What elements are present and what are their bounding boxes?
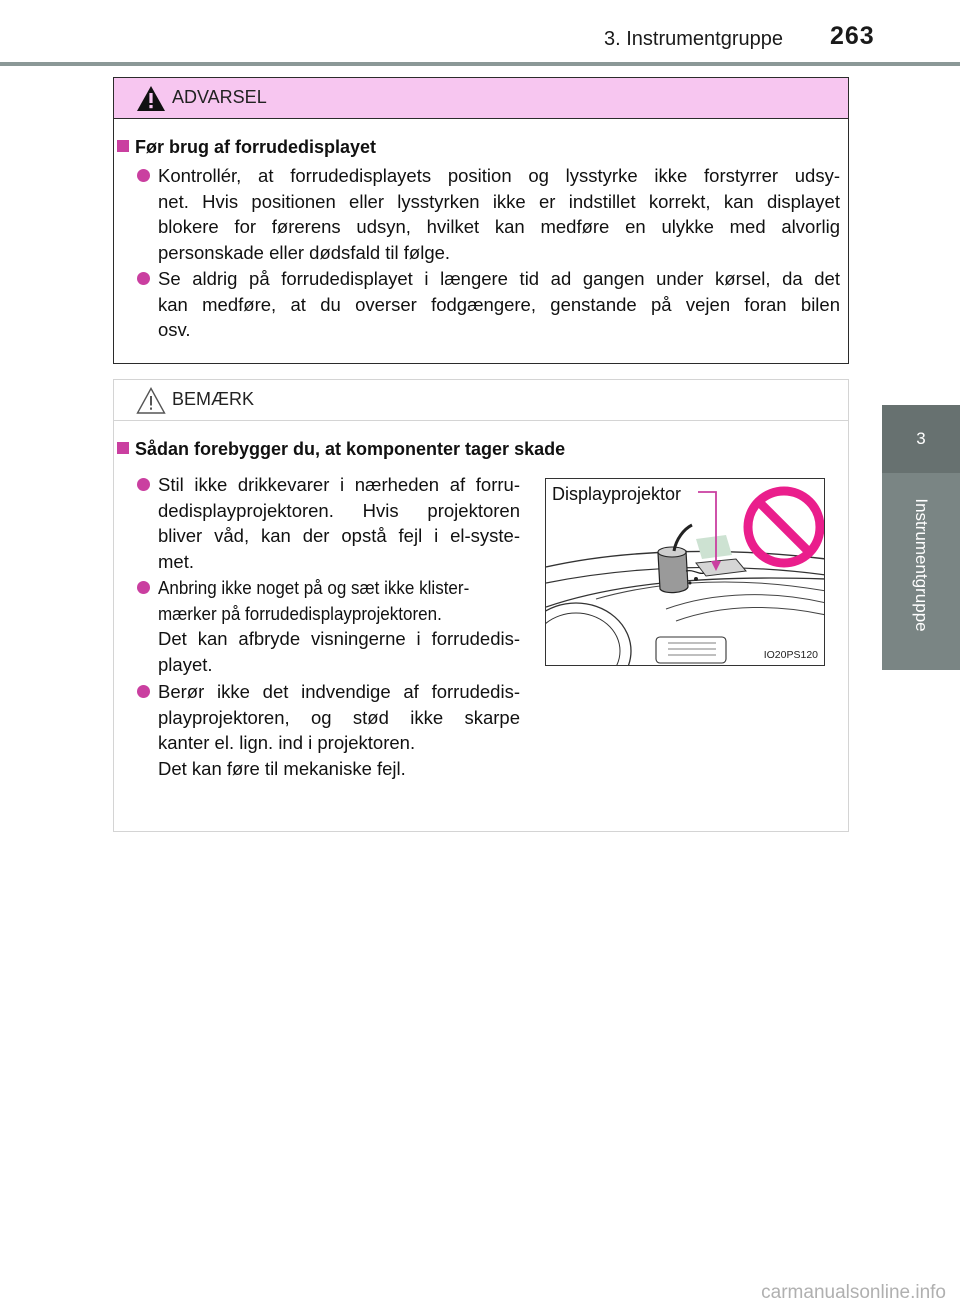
text-line: dedisplayprojektoren. Hvis projektoren: [158, 499, 520, 521]
bullet-dot-icon: [137, 685, 150, 698]
text-line: blokere for førerens udsyn, hvilket kan medføre en ulykke med alvorlig: [158, 216, 840, 238]
text-line: kan medføre, at du overser fodgængere, genstande på vejen foran bilen: [158, 293, 840, 315]
text-line: playprojektoren, og stød ikke skarpe: [158, 706, 520, 728]
header-divider: [0, 62, 960, 66]
page-number: 263: [830, 22, 875, 50]
watermark: carmanualsonline.info: [761, 1282, 946, 1303]
warning-title: ADVARSEL: [172, 87, 267, 107]
bullet-dot-icon: [137, 272, 150, 285]
text-line: playet.: [158, 653, 213, 675]
text-line: personskade eller dødsfald til følge.: [158, 241, 451, 263]
caution-triangle-icon: [136, 387, 166, 414]
square-bullet-icon: [117, 442, 129, 454]
text-line: mærker på forrudedisplayprojektoren.: [158, 602, 442, 624]
bullet-dot-icon: [137, 169, 150, 182]
projector-illustration: [545, 478, 825, 666]
text-line: Stil ikke drikkevarer i nærheden af forru-: [158, 474, 520, 495]
figure-code: IO20PS120: [763, 649, 818, 661]
text-line: bliver våd, kan der opstå fejl i el-syste-: [158, 525, 520, 547]
warning-section-title-text: Før brug af forrudedisplayet: [135, 137, 377, 157]
text-line: osv.: [158, 319, 191, 341]
dashboard-drawing: [546, 479, 825, 666]
text-line: Anbring ikke noget på og sæt ikke klister-: [158, 577, 470, 598]
warning-bullet: [158, 163, 840, 265]
warning-header: [114, 78, 848, 119]
notice-section-title: [117, 439, 565, 460]
text-line: met.: [158, 550, 194, 572]
warning-triangle-icon: [136, 85, 166, 112]
prohibition-sign-icon: [748, 491, 820, 563]
notice-bullet: [158, 679, 520, 781]
text-line: kanter el. lign. ind i projektoren.: [158, 732, 416, 754]
warning-section-title: [117, 137, 376, 158]
chapter-tab-label: Instrumentgruppe: [912, 498, 931, 632]
text-line: Berør ikke det indvendige af forrudedis-: [158, 681, 520, 702]
notice-title: BEMÆRK: [172, 389, 255, 409]
notice-section-title-text: Sådan forebygger du, at komponenter tager skade: [135, 439, 566, 459]
warning-bullet: [158, 266, 840, 343]
figure-label: Displayprojektor: [552, 484, 682, 504]
notice-header: [114, 380, 848, 421]
bullet-dot-icon: [137, 581, 150, 594]
square-bullet-icon: [117, 140, 129, 152]
text-line: Kontrollér, at forrudedisplayets position og lysstyrke ikke forstyrrer udsy-: [158, 165, 840, 186]
notice-bullet: [158, 472, 520, 574]
text-line: Det kan føre til mekaniske fejl.: [158, 757, 406, 779]
text-line: Se aldrig på forrudedisplayet i længere tid ad gangen under kørsel, da det: [158, 268, 840, 289]
header-section-title: 3. Instrumentgruppe: [604, 28, 783, 50]
text-line: Det kan afbryde visningerne i forrudedis-: [158, 628, 520, 650]
text-line: net. Hvis positionen eller lysstyrken ikke er indstillet korrekt, kan displayet: [158, 190, 840, 212]
chapter-tab-number: 3: [882, 405, 960, 473]
bullet-dot-icon: [137, 478, 150, 491]
notice-bullet: [158, 575, 520, 677]
